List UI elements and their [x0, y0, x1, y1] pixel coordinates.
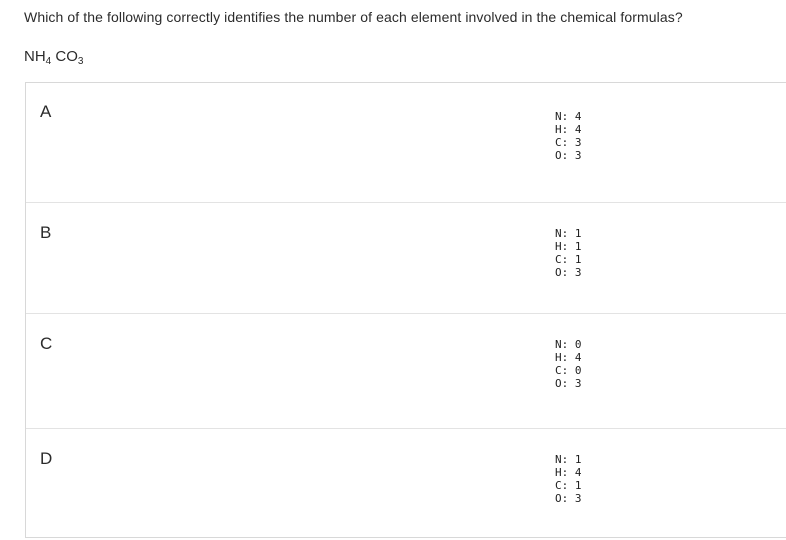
option-d-letter: D	[40, 449, 53, 468]
option-d-line-o: O: 3	[555, 492, 582, 505]
option-c[interactable]	[26, 313, 786, 428]
option-c-line-n: N: 0	[555, 338, 582, 351]
option-b-content	[555, 227, 582, 279]
option-d-line-h: H: 4	[555, 466, 582, 479]
option-c-line-o: O: 3	[555, 377, 582, 390]
option-a-line-n: N: 4	[555, 110, 582, 123]
option-a-content	[555, 110, 582, 162]
formula-subscript-3: 3	[77, 56, 84, 67]
option-d-line-n: N: 1	[555, 453, 582, 466]
option-b-line-h: H: 1	[555, 240, 582, 253]
option-b-line-c: C: 1	[555, 253, 582, 266]
formula-part-nh: NH	[24, 48, 46, 65]
option-c-line-c: C: 0	[555, 364, 582, 377]
formula-part-co: CO	[51, 48, 78, 65]
option-a-letter: A	[40, 102, 52, 121]
option-d-content	[555, 453, 582, 505]
option-b[interactable]	[26, 202, 786, 313]
option-a-line-o: O: 3	[555, 149, 582, 162]
option-c-line-h: H: 4	[555, 351, 582, 364]
option-b-line-o: O: 3	[555, 266, 582, 279]
option-d-line-c: C: 1	[555, 479, 582, 492]
answer-options	[25, 82, 786, 538]
option-b-line-n: N: 1	[555, 227, 582, 240]
option-a[interactable]	[26, 83, 786, 202]
option-d[interactable]	[26, 428, 786, 538]
option-b-letter: B	[40, 223, 52, 242]
chemical-formula	[24, 48, 83, 65]
option-c-letter: C	[40, 334, 53, 353]
formula-subscript-4: 4	[45, 56, 52, 67]
question-text: Which of the following correctly identifies the number of each element involved in the chemical formulas?	[24, 9, 683, 25]
option-a-line-c: C: 3	[555, 136, 582, 149]
option-c-content	[555, 338, 582, 390]
option-a-line-h: H: 4	[555, 123, 582, 136]
